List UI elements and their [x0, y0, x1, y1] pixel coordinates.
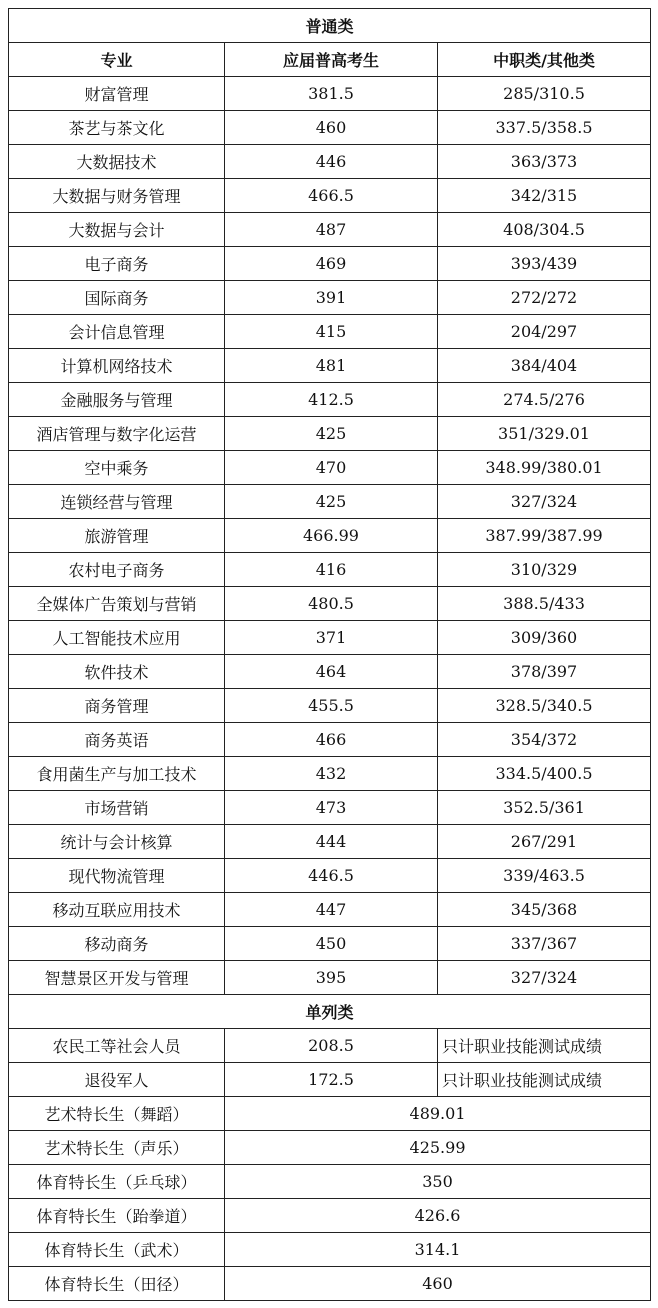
- table-row: [9, 1165, 651, 1199]
- table-row: [9, 315, 651, 349]
- major-name-cell: 酒店管理与数字化运营: [9, 417, 225, 451]
- vocational-other-score-cell: 342/315: [438, 179, 651, 213]
- fresh-graduate-score-cell: 466.5: [225, 179, 438, 213]
- table-row: [9, 1199, 651, 1233]
- major-name-cell: 大数据与财务管理: [9, 179, 225, 213]
- table-row: [9, 247, 651, 281]
- table-row: [9, 1063, 651, 1097]
- fresh-graduate-score-cell: 444: [225, 825, 438, 859]
- vocational-other-score-cell: 352.5/361: [438, 791, 651, 825]
- table-row: [9, 77, 651, 111]
- category-name-cell: 农民工等社会人员: [9, 1029, 225, 1063]
- vocational-other-score-cell: 334.5/400.5: [438, 757, 651, 791]
- score-cell: 208.5: [225, 1029, 438, 1063]
- table-row: [9, 825, 651, 859]
- fresh-graduate-score-cell: 446.5: [225, 859, 438, 893]
- major-name-cell: 财富管理: [9, 77, 225, 111]
- fresh-graduate-score-cell: 481: [225, 349, 438, 383]
- vocational-other-score-cell: 337.5/358.5: [438, 111, 651, 145]
- table-row: [9, 485, 651, 519]
- table-row: [9, 111, 651, 145]
- table-row: [9, 859, 651, 893]
- section-header-row: [9, 995, 651, 1029]
- fresh-graduate-score-cell: 455.5: [225, 689, 438, 723]
- major-name-cell: 国际商务: [9, 281, 225, 315]
- major-name-cell: 全媒体广告策划与营销: [9, 587, 225, 621]
- vocational-other-score-cell: 327/324: [438, 961, 651, 995]
- section-title-single: 单列类: [9, 995, 651, 1029]
- section-header-row: [9, 9, 651, 43]
- table-row: [9, 383, 651, 417]
- fresh-graduate-score-cell: 466.99: [225, 519, 438, 553]
- table-body: [9, 9, 651, 1301]
- fresh-graduate-score-cell: 464: [225, 655, 438, 689]
- vocational-other-score-cell: 363/373: [438, 145, 651, 179]
- fresh-graduate-score-cell: 391: [225, 281, 438, 315]
- major-name-cell: 统计与会计核算: [9, 825, 225, 859]
- column-header-vocational-other: 中职类/其他类: [438, 43, 651, 77]
- fresh-graduate-score-cell: 412.5: [225, 383, 438, 417]
- major-name-cell: 商务英语: [9, 723, 225, 757]
- table-row: [9, 689, 651, 723]
- score-cell: 460: [225, 1267, 651, 1301]
- major-name-cell: 茶艺与茶文化: [9, 111, 225, 145]
- vocational-other-score-cell: 387.99/387.99: [438, 519, 651, 553]
- fresh-graduate-score-cell: 466: [225, 723, 438, 757]
- fresh-graduate-score-cell: 470: [225, 451, 438, 485]
- vocational-other-score-cell: 408/304.5: [438, 213, 651, 247]
- fresh-graduate-score-cell: 480.5: [225, 587, 438, 621]
- fresh-graduate-score-cell: 473: [225, 791, 438, 825]
- vocational-other-score-cell: 351/329.01: [438, 417, 651, 451]
- major-name-cell: 软件技术: [9, 655, 225, 689]
- major-name-cell: 移动商务: [9, 927, 225, 961]
- vocational-other-score-cell: 339/463.5: [438, 859, 651, 893]
- vocational-other-score-cell: 354/372: [438, 723, 651, 757]
- score-cell: 350: [225, 1165, 651, 1199]
- note-cell: 只计职业技能测试成绩: [438, 1029, 651, 1063]
- vocational-other-score-cell: 388.5/433: [438, 587, 651, 621]
- vocational-other-score-cell: 274.5/276: [438, 383, 651, 417]
- table-row: [9, 213, 651, 247]
- category-name-cell: 艺术特长生（舞蹈）: [9, 1097, 225, 1131]
- table-row: [9, 1131, 651, 1165]
- category-name-cell: 体育特长生（田径）: [9, 1267, 225, 1301]
- category-name-cell: 艺术特长生（声乐）: [9, 1131, 225, 1165]
- table-row: [9, 281, 651, 315]
- table-row: [9, 1267, 651, 1301]
- major-name-cell: 连锁经营与管理: [9, 485, 225, 519]
- table-row: [9, 553, 651, 587]
- major-name-cell: 金融服务与管理: [9, 383, 225, 417]
- vocational-other-score-cell: 384/404: [438, 349, 651, 383]
- table-row: [9, 927, 651, 961]
- table-row: [9, 1029, 651, 1063]
- score-cell: 172.5: [225, 1063, 438, 1097]
- table-row: [9, 1233, 651, 1267]
- fresh-graduate-score-cell: 381.5: [225, 77, 438, 111]
- table-row: [9, 417, 651, 451]
- fresh-graduate-score-cell: 446: [225, 145, 438, 179]
- column-header-fresh-graduates: 应届普高考生: [225, 43, 438, 77]
- category-name-cell: 体育特长生（跆拳道）: [9, 1199, 225, 1233]
- major-name-cell: 大数据技术: [9, 145, 225, 179]
- table-row: [9, 519, 651, 553]
- vocational-other-score-cell: 285/310.5: [438, 77, 651, 111]
- fresh-graduate-score-cell: 415: [225, 315, 438, 349]
- major-name-cell: 现代物流管理: [9, 859, 225, 893]
- vocational-other-score-cell: 378/397: [438, 655, 651, 689]
- table-row: [9, 179, 651, 213]
- table-row: [9, 893, 651, 927]
- table-row: [9, 349, 651, 383]
- vocational-other-score-cell: 272/272: [438, 281, 651, 315]
- table-row: [9, 791, 651, 825]
- major-name-cell: 食用菌生产与加工技术: [9, 757, 225, 791]
- table-row: [9, 1097, 651, 1131]
- major-name-cell: 农村电子商务: [9, 553, 225, 587]
- fresh-graduate-score-cell: 450: [225, 927, 438, 961]
- table-row: [9, 757, 651, 791]
- major-name-cell: 旅游管理: [9, 519, 225, 553]
- table-row: [9, 451, 651, 485]
- major-name-cell: 电子商务: [9, 247, 225, 281]
- vocational-other-score-cell: 309/360: [438, 621, 651, 655]
- vocational-other-score-cell: 345/368: [438, 893, 651, 927]
- fresh-graduate-score-cell: 395: [225, 961, 438, 995]
- major-name-cell: 空中乘务: [9, 451, 225, 485]
- fresh-graduate-score-cell: 425: [225, 485, 438, 519]
- vocational-other-score-cell: 267/291: [438, 825, 651, 859]
- category-name-cell: 体育特长生（武术）: [9, 1233, 225, 1267]
- major-name-cell: 计算机网络技术: [9, 349, 225, 383]
- section-title-general: 普通类: [9, 9, 651, 43]
- major-name-cell: 会计信息管理: [9, 315, 225, 349]
- fresh-graduate-score-cell: 469: [225, 247, 438, 281]
- vocational-other-score-cell: 204/297: [438, 315, 651, 349]
- category-name-cell: 退役军人: [9, 1063, 225, 1097]
- table-row: [9, 723, 651, 757]
- fresh-graduate-score-cell: 425: [225, 417, 438, 451]
- fresh-graduate-score-cell: 487: [225, 213, 438, 247]
- table-row: [9, 961, 651, 995]
- vocational-other-score-cell: 393/439: [438, 247, 651, 281]
- score-cell: 426.6: [225, 1199, 651, 1233]
- fresh-graduate-score-cell: 371: [225, 621, 438, 655]
- table-row: [9, 621, 651, 655]
- major-name-cell: 智慧景区开发与管理: [9, 961, 225, 995]
- vocational-other-score-cell: 327/324: [438, 485, 651, 519]
- vocational-other-score-cell: 328.5/340.5: [438, 689, 651, 723]
- table-row: [9, 655, 651, 689]
- vocational-other-score-cell: 337/367: [438, 927, 651, 961]
- major-name-cell: 商务管理: [9, 689, 225, 723]
- score-cell: 489.01: [225, 1097, 651, 1131]
- major-name-cell: 移动互联应用技术: [9, 893, 225, 927]
- table-row: [9, 145, 651, 179]
- note-cell: 只计职业技能测试成绩: [438, 1063, 651, 1097]
- admission-score-table: [8, 8, 651, 1301]
- fresh-graduate-score-cell: 416: [225, 553, 438, 587]
- major-name-cell: 大数据与会计: [9, 213, 225, 247]
- column-header-major: 专业: [9, 43, 225, 77]
- fresh-graduate-score-cell: 432: [225, 757, 438, 791]
- major-name-cell: 人工智能技术应用: [9, 621, 225, 655]
- vocational-other-score-cell: 310/329: [438, 553, 651, 587]
- column-header-row: [9, 43, 651, 77]
- table-row: [9, 587, 651, 621]
- score-cell: 314.1: [225, 1233, 651, 1267]
- major-name-cell: 市场营销: [9, 791, 225, 825]
- score-cell: 425.99: [225, 1131, 651, 1165]
- fresh-graduate-score-cell: 447: [225, 893, 438, 927]
- fresh-graduate-score-cell: 460: [225, 111, 438, 145]
- category-name-cell: 体育特长生（乒乓球）: [9, 1165, 225, 1199]
- vocational-other-score-cell: 348.99/380.01: [438, 451, 651, 485]
